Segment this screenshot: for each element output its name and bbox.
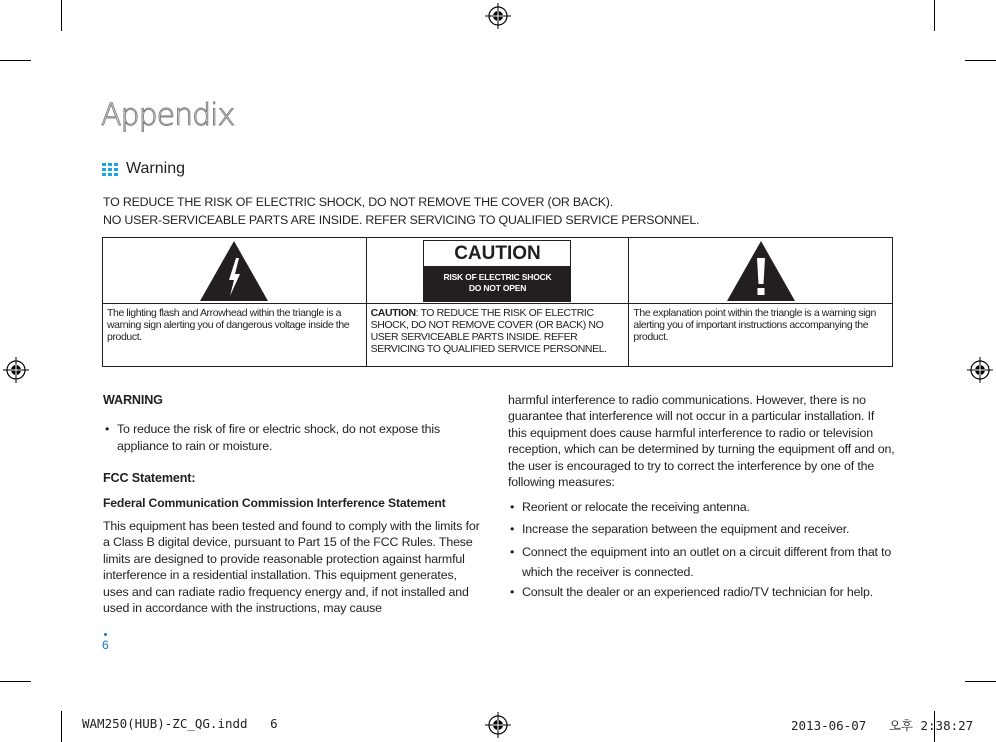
- section-title: Warning: [126, 160, 185, 177]
- section-heading: [102, 160, 185, 178]
- bullet: •: [510, 521, 515, 536]
- exclamation-explanation: The explanation point within the triangle is a warning sign alerting you of important instructions accompanying the product.: [633, 307, 876, 343]
- fcc-subheading: Federal Communication Commission Interference Statement: [103, 495, 446, 510]
- warning-line: NO USER-SERVICEABLE PARTS ARE INSIDE. REFER SERVICING TO QUALIFIED SERVICE PERSONNEL.: [103, 213, 700, 227]
- crop-mark: [965, 681, 996, 682]
- warning-line: TO REDUCE THE RISK OF ELECTRIC SHOCK, DO NOT REMOVE THE COVER (OR BACK).: [103, 195, 613, 209]
- list-item: [508, 542, 896, 582]
- section-grid-icon: [102, 163, 118, 176]
- lightning-explanation: The lighting flash and Arrowhead within the triangle is a warning sign alerting you of dangerous voltage inside the product.: [107, 307, 350, 343]
- registration-mark-icon: [967, 357, 993, 383]
- list-item-text: Increase the separation between the equipment and receiver.: [522, 521, 850, 536]
- list-item-text: Reorient or relocate the receiving antenna.: [522, 500, 750, 515]
- crop-mark: [61, 711, 62, 742]
- bullet: •: [105, 422, 110, 437]
- page-number-dot: [104, 633, 107, 636]
- list-item-text: To reduce the risk of fire or electric shock, do not expose this appliance to rain or moisture.: [117, 422, 441, 453]
- caution-heading: CAUTION: [424, 241, 570, 267]
- caution-subtext: [424, 266, 570, 301]
- crop-mark: [965, 60, 996, 61]
- caution-text: : TO REDUCE THE RISK OF ELECTRIC SHOCK, DO NOT REMOVE COVER (OR BACK) NO USER SERVICEABLE PARTS INSIDE. REFER SERVICING TO QUALIFIED SERVICE PERSONNEL.: [370, 307, 607, 355]
- registration-mark-icon: [485, 3, 511, 29]
- table-cell: [366, 304, 629, 367]
- bullet: •: [510, 500, 515, 515]
- list-item: [508, 521, 896, 537]
- caution-line: DO NOT OPEN: [468, 283, 527, 293]
- crop-mark: [61, 0, 62, 31]
- page-title: Appendix: [101, 98, 235, 133]
- crop-mark: [0, 60, 31, 61]
- caution-bold: CAUTION: [370, 307, 416, 319]
- registration-mark-icon: [485, 712, 511, 738]
- list-item-text: Connect the equipment into an outlet on a circuit different from that to which the receiver is connected.: [522, 545, 892, 580]
- caution-label: [423, 240, 571, 302]
- page-number: 6: [102, 638, 109, 652]
- interference-paragraph: harmful interference to radio communications. However, there is no guarantee that interference will not occur in a particular installation. If this equipment does cause harmful interference to radio or television reception, which can be determined by turning the equipment off and on, the user is encouraged to try to correct the interference by one of the following measures:: [508, 393, 895, 490]
- table-cell: [629, 238, 893, 304]
- slug-filename: WAM250(HUB)-ZC_QG.indd 6: [82, 716, 278, 731]
- table-cell: [629, 304, 893, 367]
- bullet: •: [510, 585, 515, 600]
- crop-mark: [934, 0, 935, 31]
- table-cell: [366, 238, 629, 304]
- list-item: [103, 421, 481, 454]
- list-item: [508, 584, 896, 600]
- lightning-warning-icon: [198, 240, 270, 302]
- bullet: •: [510, 545, 515, 560]
- left-column: [103, 392, 481, 616]
- warning-heading: WARNING: [103, 393, 163, 407]
- fcc-paragraph: This equipment has been tested and found to comply with the limits for a Class B digital device, pursuant to Part 15 of the FCC Rules. These limits are designed to provide reasonable protection against harmful interference in a residential installation. This equipment generates, uses and can radiate radio frequency energy and, if not installed and used in accordance with the instructions, may cause: [103, 519, 480, 616]
- registration-mark-icon: [3, 357, 29, 383]
- list-item-text: Consult the dealer or an experienced radio/TV technician for help.: [522, 585, 874, 600]
- crop-mark: [0, 681, 31, 682]
- table-cell: [103, 304, 367, 367]
- caution-table: [102, 237, 893, 367]
- table-cell: [103, 238, 367, 304]
- caution-explanation: [371, 307, 625, 355]
- slug-date: 2013-06-07 오후 2:38:27: [791, 718, 974, 733]
- exclamation-warning-icon: [725, 240, 797, 302]
- list-item: [508, 499, 896, 515]
- caution-line: RISK OF ELECTRIC SHOCK: [443, 272, 552, 282]
- right-column: [508, 392, 896, 601]
- fcc-heading: FCC Statement:: [103, 471, 196, 486]
